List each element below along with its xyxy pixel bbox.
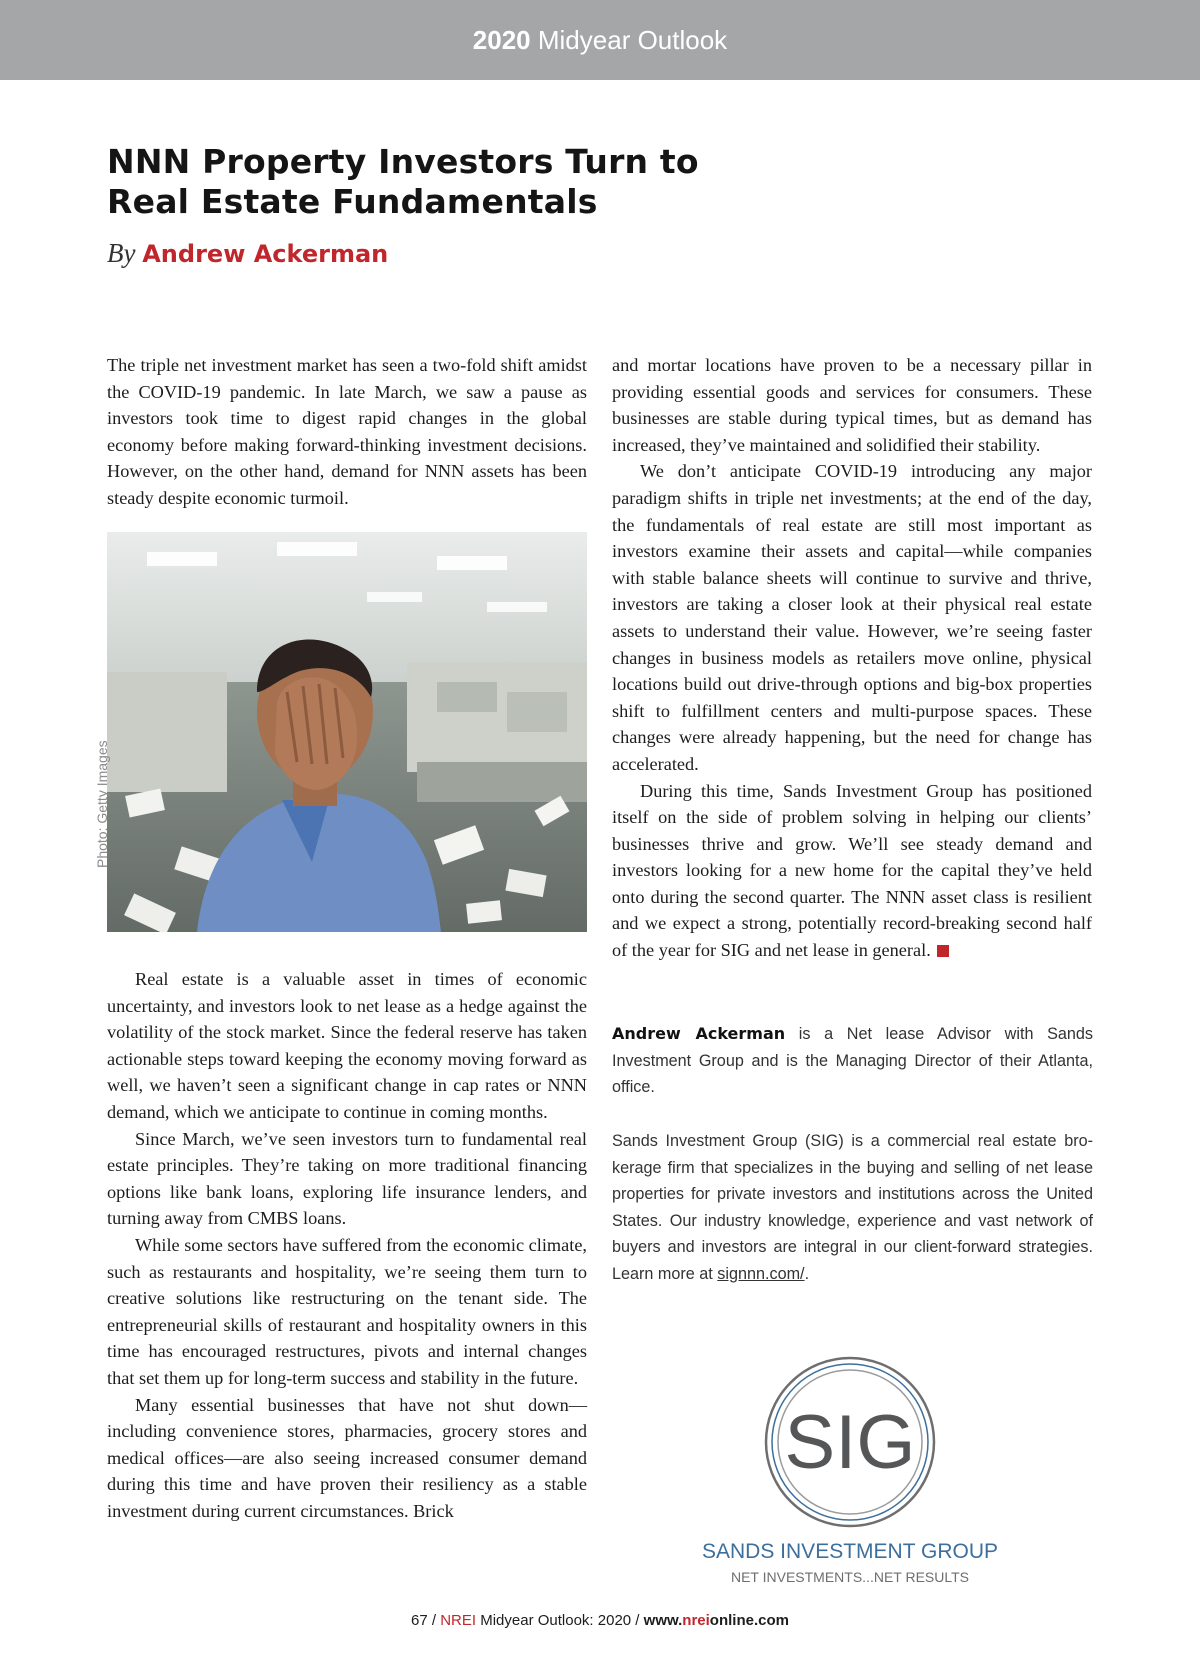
- logo-mark-text: SIG: [784, 1400, 916, 1485]
- paragraph: While some sectors have suffered from the economic climate, such as restaurants and hospitality, we’re seeing them turn to creative solutions like restructuring on the tenant side. The entrepreneurial skills of restaurant and hospitality owners in this time has encouraged restructures, pivots and internal changes that set them up for long-term success and stability in the future.: [107, 1234, 587, 1388]
- paragraph: Real estate is a valuable asset in times of economic uncertainty, and investors look to net lease as a hedge against the volatility of the stock market. Since the federal reserve has taken actionable steps toward keeping the economy moving forward as well, we haven’t seen a significant change in cap rates or NNN demand, which we anticipate to continue in coming months.: [107, 969, 587, 1122]
- paragraph: Many essential businesses that have not shut down—including convenience stores, pharmacies, grocery stores and medical offices—are also seeing increased consumer demand during this time and have proven their resiliency as a stable investment during current circumstances. Brick: [107, 1394, 587, 1521]
- article-column-left-top: [107, 352, 587, 512]
- footer-url-prefix: www.: [643, 1612, 683, 1629]
- sig-logo-graphic: [700, 1350, 1000, 1590]
- office-photo-illustration: [107, 532, 587, 932]
- about-text: Sands Investment Group (SIG) is a commercial real estate brokerage firm that specializes in the buying and selling of net lease properties for private investors and institutions across the United States. Our industry knowledge, experience and vast network of buyers and investors are integral in our client-forward strategies. Learn more at: [612, 1132, 1093, 1283]
- byline-by: By: [107, 238, 136, 268]
- end-of-article-mark: [937, 945, 949, 957]
- paragraph-final: [612, 778, 1092, 964]
- byline-author: Andrew Ackerman: [142, 240, 389, 268]
- logo-tagline: NET INVESTMENTS...NET RESULTS: [730, 1569, 970, 1585]
- article-title: [107, 142, 807, 222]
- photo-credit: Photo: Getty Images: [94, 740, 110, 868]
- bio-author-name: Andrew Ackerman: [612, 1024, 786, 1043]
- logo-company-name: SANDS INVESTMENT GROUP: [702, 1540, 998, 1563]
- footer-publication: Midyear Outlook: 2020: [476, 1612, 632, 1629]
- header-title: Midyear Outlook: [537, 25, 728, 55]
- paragraph: and mortar locations have proven to be a necessary pillar in providing essential goods and services for consumers. These businesses are stable during typical times, but as demand has increased, they’ve maintained and solidified their stability.: [612, 355, 1092, 455]
- paragraph: We don’t anticipate COVID-19 introducing any major paradigm shifts in triple net investments; at the end of the day, the fundamentals of real estate are still most important as investors examine their assets and capital—while companies with stable balance sheets will continue to survive and thrive, investors are taking a closer look at their physical real estate assets to understand their value. However, we’re seeing faster changes in business models as retailers move online, physical locations build out drive-through options and big-box properties shift to fulfillment centers and multi-purpose spaces. These changes were already happening, but the need for change has accelerated.: [612, 461, 1092, 774]
- bio-text: is a Net lease Advisor with Sands Investment Group and is the Managing Director of their Atlanta, office.: [612, 1025, 1093, 1096]
- page-footer: [0, 1612, 1200, 1629]
- author-bio: [612, 1021, 1093, 1101]
- paragraph: The triple net investment market has seen a two-fold shift amidst the COVID-19 pandemic. In late March, we saw a pause as investors took time to digest rapid changes in the global economy before making forward-thinking investment decisions. However, on the other hand, demand for NNN assets has been steady despite economic turmoil.: [107, 355, 587, 508]
- company-website-link[interactable]: signnn.com/: [717, 1264, 805, 1283]
- article-column-left-bottom: [107, 966, 587, 1524]
- footer-url: [644, 1612, 789, 1629]
- running-header: [0, 0, 1200, 80]
- company-about: [612, 1128, 1093, 1287]
- footer-url-brand: nrei: [682, 1612, 710, 1629]
- article-title-line-2: Real Estate Fundamentals: [107, 182, 598, 221]
- article-photo: [107, 532, 587, 932]
- paragraph: Since March, we’ve seen investors turn to fundamental real estate principles. They’re taking on more traditional financing options like bank loans, exploring life insurance lenders, and turning away from CMBS loans.: [107, 1128, 587, 1229]
- article-column-right: [612, 352, 1092, 964]
- footer-separator: /: [631, 1612, 644, 1629]
- byline: [107, 236, 388, 271]
- sig-logo: [700, 1350, 1000, 1590]
- about-end: .: [804, 1264, 810, 1283]
- footer-separator: /: [427, 1612, 441, 1629]
- header-year: 2020: [472, 25, 531, 55]
- article-title-line-1: NNN Property Investors Turn to: [107, 142, 699, 181]
- footer-brand: NREI: [440, 1612, 477, 1629]
- paragraph-final-text: During this time, Sands Investment Group has positioned itself on the side of problem solving in helping our clients’ businesses thrive and grow. We’ll see steady demand and investors looking for a new home for the capital they’ve held onto during the second quarter. The NNN asset class is resilient and we expect a strong, potentially record-breaking second half of the year for SIG and net lease in general.: [612, 780, 1092, 961]
- footer-url-suffix: online.com: [709, 1612, 789, 1629]
- page-number: 67: [411, 1612, 428, 1629]
